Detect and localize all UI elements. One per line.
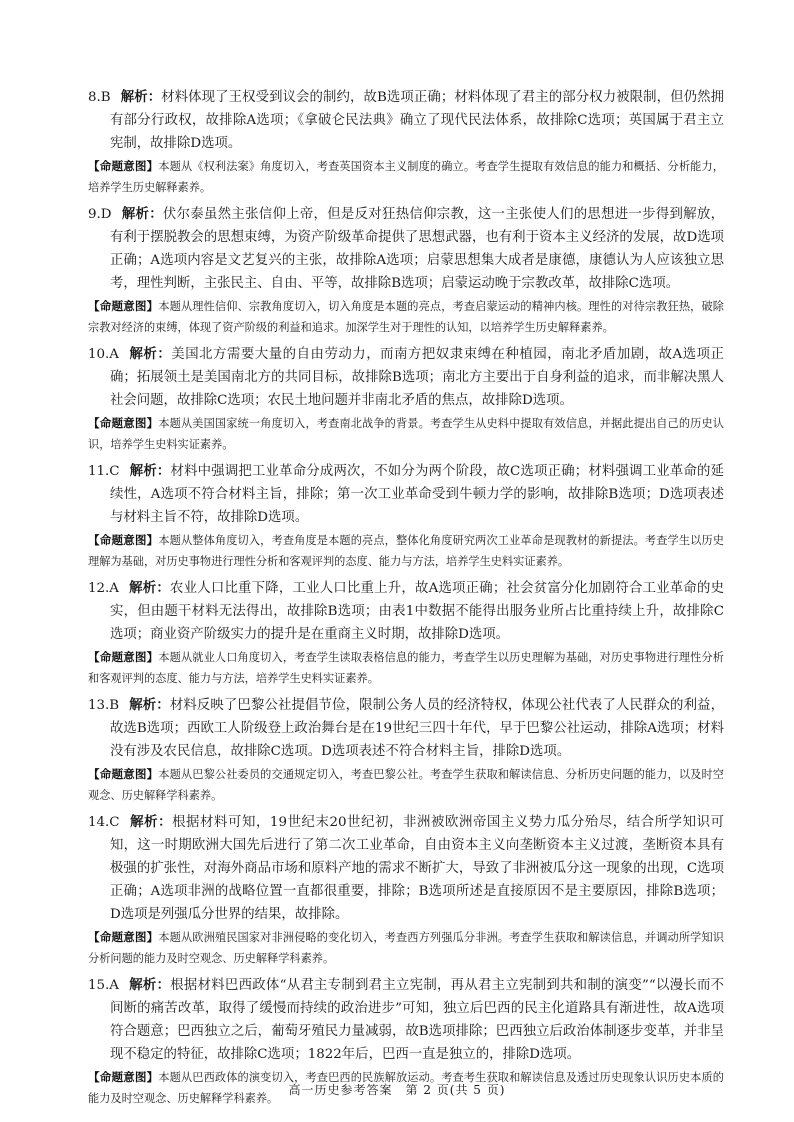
question-number: 11. [88,464,110,479]
intent-note [88,764,724,806]
intent-note [88,530,724,572]
answer-letter: B [109,698,120,713]
analysis-label: 解析： [129,463,171,479]
analysis-label: 解析： [128,346,172,362]
question-number: 8. [88,90,101,105]
intent-tag: 【命题意图】 [88,650,159,664]
intent-tag: 【命题意图】 [88,767,159,781]
answer-analysis [88,86,724,155]
intent-text: 本题从理性信仰、宗教角度切入，切入角度是本题的亮点，考查启蒙运动的精神内核。理性的对待宗教狂热，破除宗教对经济的束缚，体现了资产阶级的利益和追求。加深学生对于理性的认知，以培养学生历史解释素养。 [88,300,724,334]
intent-text: 本题从巴西政体的演变切入，考查巴西的民族解放运动。考查考生获取和解读信息及透过历史现象认识历史本质的能力及时空观念、历史解释学科素养。 [88,1071,724,1105]
analysis-label: 解析： [128,977,171,993]
analysis-text: 美国北方需要大量的自由劳动力，而南方把奴隶束缚在种植园，南北矛盾加剧，故A选项正确；拓展领土是美国南北方的共同目标，故排除B选项；南北方主要出于自身利益的追求，而非解决黑人社会问题，故排除C选项；农民土地问题并非南北矛盾的焦点，故排除D选项。 [110,347,725,408]
intent-text: 本题从美国国家统一角度切入，考查南北战争的背景。考查学生从史料中提取有效信息，并据此提出自己的历史认识，培养学生史料实证素养。 [88,417,724,451]
analysis-label: 解析： [129,697,170,713]
question-number: 15. [88,978,110,993]
answer-analysis [88,460,724,529]
answer-item [88,694,724,806]
answer-letter: C [109,464,120,479]
page-footer: 高一历史参考答案 第 2 页(共 5 页) [288,1083,506,1097]
answer-analysis [88,343,724,412]
answer-item [88,203,724,338]
analysis-label: 解析： [121,206,163,222]
analysis-text: 材料体现了王权受到议会的制约，故B选项正确；材料体现了君主的部分权力被限制，但仍然拥有部分行政权，故排除A选项；《拿破仑民法典》确立了现代民法体系，故排除C选项；英国属于君主立宪制，故排除D选项。 [110,90,724,151]
intent-tag: 【命题意图】 [88,930,159,944]
intent-text: 本题从就业人口角度切入，考查学生读取表格信息的能力，考查学生以历史理解为基础，对历史事物进行理性分析和客观评判的态度、能力与方法，培养学生史料实证素养。 [88,651,724,685]
intent-note [88,647,724,689]
answer-analysis [88,577,724,646]
answer-item [88,577,724,689]
intent-tag: 【命题意图】 [88,416,159,430]
analysis-text: 材料中强调把工业革命分成两次，不如分为两个阶段，故C选项正确；材料强调工业革命的延续性，A选项不符合材料主旨，排除；第一次工业革命受到牛顿力学的影响，故排除B选项；D选项表述与材料主旨不符，故排除D选项。 [110,464,724,525]
answer-list [88,86,724,1114]
answer-analysis [88,694,724,763]
intent-note [88,156,724,198]
answer-analysis [88,203,724,295]
analysis-label: 解析： [120,89,162,105]
question-number: 10. [88,347,110,362]
answer-item [88,86,724,198]
intent-text: 本题从整体角度切入，考查角度是本题的亮点，整体化角度研究两次工业革命是现教材的新提法。考查学生以历史理解为基础，对历史事物进行理性分析和客观评判的态度、能力与方法，培养学生史料实证素养。 [88,534,724,568]
intent-note [88,296,724,338]
analysis-text: 农业人口比重下降，工业人口比重上升，故A选项正确；社会贫富分化加剧符合工业革命的史实，但由题干材料无法得出，故排除B选项；由表1中数据不能得出服务业所占比重持续上升，故排除C选项；商业资产阶级实力的提升是在重商主义时期，故排除D选项。 [110,581,725,642]
answer-item [88,460,724,572]
answer-letter: B [100,90,111,105]
intent-tag: 【命题意图】 [88,299,159,313]
intent-tag: 【命题意图】 [88,159,159,173]
intent-tag: 【命题意图】 [88,1070,159,1084]
answer-item [88,811,724,969]
analysis-text: 材料反映了巴黎公社提倡节俭，限制公务人员的经济特权，体现公社代表了人民群众的利益，故选B选项；西欧工人阶级登上政治舞台是在19世纪三四十年代，早于巴黎公社运动，排除A选项；材料没有涉及农民信息，故排除C选项。D选项表述不符合材料主旨，排除D选项。 [110,698,724,759]
question-number: 12. [88,581,110,596]
answer-analysis [88,811,724,926]
intent-text: 本题从欧洲殖民国家对非洲侵略的变化切入，考查西方列强瓜分非洲。考查学生获取和解读信息，并调动所学知识分析问题的能力及时空观念、历史解释学科素养。 [88,931,724,965]
analysis-text: 根据材料巴西政体“从君主专制到君主立宪制，再从君主立宪制到共和制的演变”“以漫长而不间断的痛苦改革，取得了缓慢而持续的政治进步”可知，独立后巴西的民主化道路具有渐进性，故A选项符合题意；巴西独立之后，葡萄牙殖民力量减弱，故B选项排除；巴西独立后政治体制逐步变革，并非呈现不稳定的特征，故排除C选项；1822年后，巴西一直是独立的，排除D选项。 [110,978,724,1062]
analysis-text: 根据材料可知，19世纪末20世纪初，非洲被欧洲帝国主义势力瓜分殆尽，结合所学知识可知，这一时期欧洲大国先后进行了第二次工业革命，自由资本主义向垄断资本主义过渡，垄断资本具有极强的扩张性，对海外商品市场和原料产地的需求不断扩大，导致了非洲被瓜分这一现象的出现，C选项正确；A选项非洲的战略位置一直都很重要，排除；B选项所述是直接原因不是主要原因，排除B选项；D选项是列强瓜分世界的结果，故排除。 [110,815,724,922]
question-number: 14. [88,815,110,830]
question-number: 9. [88,207,101,222]
analysis-label: 解析： [129,814,173,830]
intent-note [88,927,724,969]
intent-text: 本题从《权利法案》角度切入，考查英国资本主义制度的确立。考查学生提取有效信息的能力和概括、分析能力，培养学生历史解释素养。 [88,160,724,194]
answer-analysis [88,974,724,1066]
analysis-text: 伏尔泰虽然主张信仰上帝，但是反对狂热信仰宗教，这一主张使人们的思想进一步得到解放，有利于摆脱教会的思想束缚，为资产阶级革命提供了思想武器，也有利于资本主义经济的发展，故D选项正确；A选项内容是文艺复兴的主张，故排除A选项；启蒙思想集大成者是康德，康德认为人应该独立思考，理性判断，主张民主、自由、平等，故排除B选项；启蒙运动晚于宗教改革，故排除C选项。 [110,207,725,291]
question-number: 13. [88,698,110,713]
intent-note [88,413,724,455]
answer-letter: D [100,207,112,222]
intent-tag: 【命题意图】 [88,533,159,547]
intent-text: 本题从巴黎公社委员的交通规定切入，考查巴黎公社。考查学生获取和解读信息、分析历史问题的能力，以及时空观念、历史解释学科素养。 [88,768,724,802]
analysis-label: 解析： [128,580,171,596]
answer-letter: A [109,581,119,596]
answer-letter: A [109,978,119,993]
answer-letter: A [109,347,119,362]
answer-item [88,343,724,455]
answer-letter: C [109,815,120,830]
